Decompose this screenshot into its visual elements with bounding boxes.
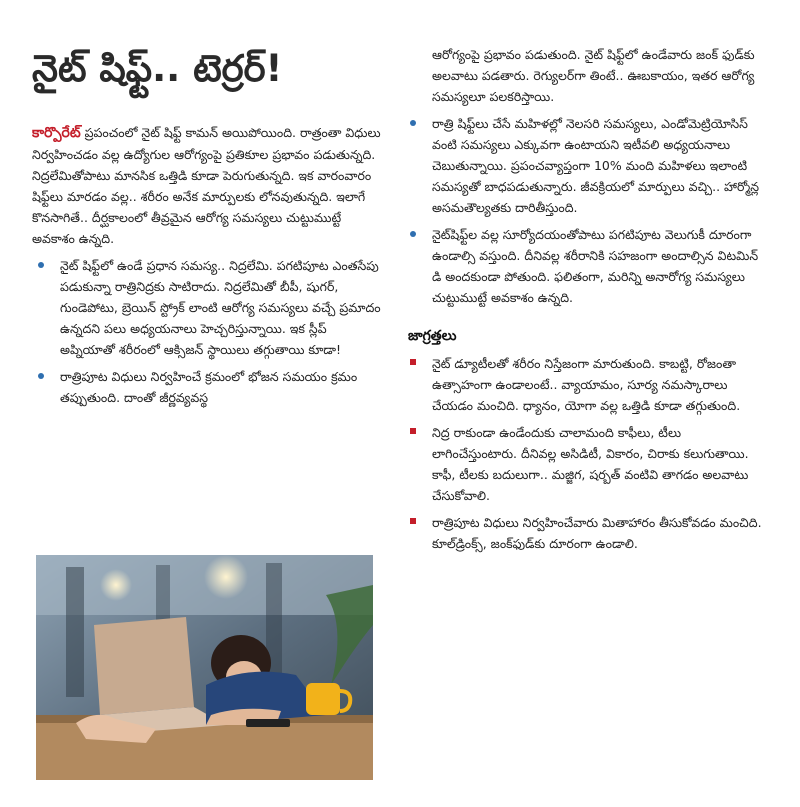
- right-bullet-text: రాత్రి షిఫ్ట్‌లు చేసే మహిళల్లో నెలసరి సమస్యలు, ఎండోమెట్రియోసిస్ వంటి సమస్యలు ఎక్కువగా ఉంటాయని ఇటీవలి అధ్యయనాలు చెబుతున్నాయి. ప్రపంచవ్యాప్తంగా 10% మంది మహిళలు ఇలాంటి సమస్యతో బాధపడుతున్నారు. జీవక్రియలో మార్పులు వచ్చి.. హార్మోన్ల అసమతౌల్యతకు దారితీస్తుంది.: [432, 116, 760, 215]
- left-bullet-2: [32, 366, 384, 408]
- red-square-icon: [410, 428, 416, 434]
- precautions-heading: జాగ్రత్తలు: [408, 328, 457, 344]
- left-column: [32, 122, 384, 408]
- blue-dot-icon: [410, 231, 416, 237]
- right-bullet-text: నైట్‌షిఫ్ట్‌ల వల్ల సూర్యోదయంతోపాటు పగటిపూట వెలుగుకీ దూరంగా ఉండాల్సి వస్తుంది. దీనివల్ల శరీరానికి సహజంగా అందాల్సిన విటమిన్ డి అందకుండా పోతుంది. ఫలితంగా, మరిన్ని అనారోగ్య సమస్యలు చుట్టుముట్టే అవకాశం ఉన్నది.: [432, 227, 759, 305]
- continued-paragraph: ఆరోగ్యంపై ప్రభావం పడుతుంది. నైట్ షిఫ్ట్‌లో ఉండేవారు జంక్ ఫుడ్‌కు అలవాటు పడతారు. రెగ్యులర్‌గా తింటే.. ఊబకాయం, ఇతర ఆరోగ్య సమస్యలూ పలకరిస్తాయి.: [432, 47, 755, 104]
- intro-text: ప్రపంచంలో నైట్ షిఫ్ట్ కామన్ అయిపోయింది. రాత్రంతా విధులు నిర్వహించడం వల్ల ఉద్యోగుల ఆరోగ్యంపై ప్రతికూల ప్రభావం పడుతున్నది. నిద్రలేమితోపాటు మానసిక ఒత్తిడి కూడా పెరుగుతున్నది. ఇక వారంవారం షిఫ్ట్‌లు మారడం వల్ల.. శరీరం అనేక మార్పులకు లోనవుతున్నది. ఇలాగే కొనసాగితే.. దీర్ఘకాలంలో తీవ్రమైన ఆరోగ్య సమస్యలు చుట్టుముట్టే అవకాశం ఉన్నది.: [32, 125, 381, 246]
- intro-paragraph: [32, 122, 384, 249]
- article-title: నైట్ షిఫ్ట్.. టెర్రర్!: [32, 47, 283, 90]
- left-bullet-text: రాత్రిపూట విధులు నిర్వహించే క్రమంలో భోజన సమయం క్రమం తప్పుతుంది. దాంతో జీర్ణవ్యవస్థ: [60, 369, 358, 405]
- red-square-icon: [410, 359, 416, 365]
- red-square-icon: [410, 518, 416, 524]
- blue-dot-icon: [38, 373, 44, 379]
- tip-2: [404, 422, 766, 506]
- woman-sleeping-at-laptop-photo: [36, 555, 373, 780]
- tip-3: [404, 512, 766, 554]
- tip-1: [404, 353, 766, 416]
- tip-text: రాత్రిపూట విధులు నిర్వహించేవారు మితాహారం తీసుకోవడం మంచిది. కూల్‌డ్రింక్స్, జంక్‌ఫుడ్‌కు దూరంగా ఉండాలి.: [432, 515, 762, 551]
- intro-lead-word: కార్పొరేట్: [32, 125, 81, 141]
- right-bullet-2: [404, 224, 766, 308]
- left-bullet-text: నైట్ షిఫ్ట్‌లో ఉండే ప్రధాన సమస్య.. నిద్రలేమి. పగటిపూట ఎంతసేపు పడుకున్నా రాత్రినిద్రకు సాటిరాదు. నిద్రలేమితో బీపీ, షుగర్, గుండెపోటు, బ్రెయిన్ స్ట్రోక్ లాంటి ఆరోగ్య సమస్యలు వచ్చే ప్రమాదం ఉన్నదని పలు అధ్యయనాలు హెచ్చరిస్తున్నాయి. ఇక స్లీప్ అప్నియాతో శరీరంలో ఆక్సిజన్ స్థాయిలు తగ్గుతాయి కూడా!: [60, 258, 381, 357]
- blue-dot-icon: [38, 262, 44, 268]
- tip-text: నైట్ డ్యూటీలతో శరీరం నిస్తేజంగా మారుతుంది. కాబట్టి, రోజంతా ఉత్సాహంగా ఉండాలంటే.. వ్యాయామం, సూర్య నమస్కారాలు చేయడం మంచిది. ధ్యానం, యోగా వల్ల ఒత్తిడి కూడా తగ్గుతుంది.: [432, 356, 741, 413]
- right-bullet-1: [404, 113, 766, 218]
- right-column: [404, 44, 766, 554]
- left-bullet-1: [32, 255, 384, 360]
- blue-dot-icon: [410, 120, 416, 126]
- tip-text: నిద్ర రాకుండా ఉండేందుకు చాలామంది కాఫీలు, టీలు లాగించేస్తుంటారు. దీనివల్ల అసిడిటీ, వికారం, చిరాకు కలుగుతాయి. కాఫీ, టీలకు బదులుగా.. మజ్జిగ, షర్బత్ వంటివి తాగడం అలవాటు చేసుకోవాలి.: [432, 425, 749, 503]
